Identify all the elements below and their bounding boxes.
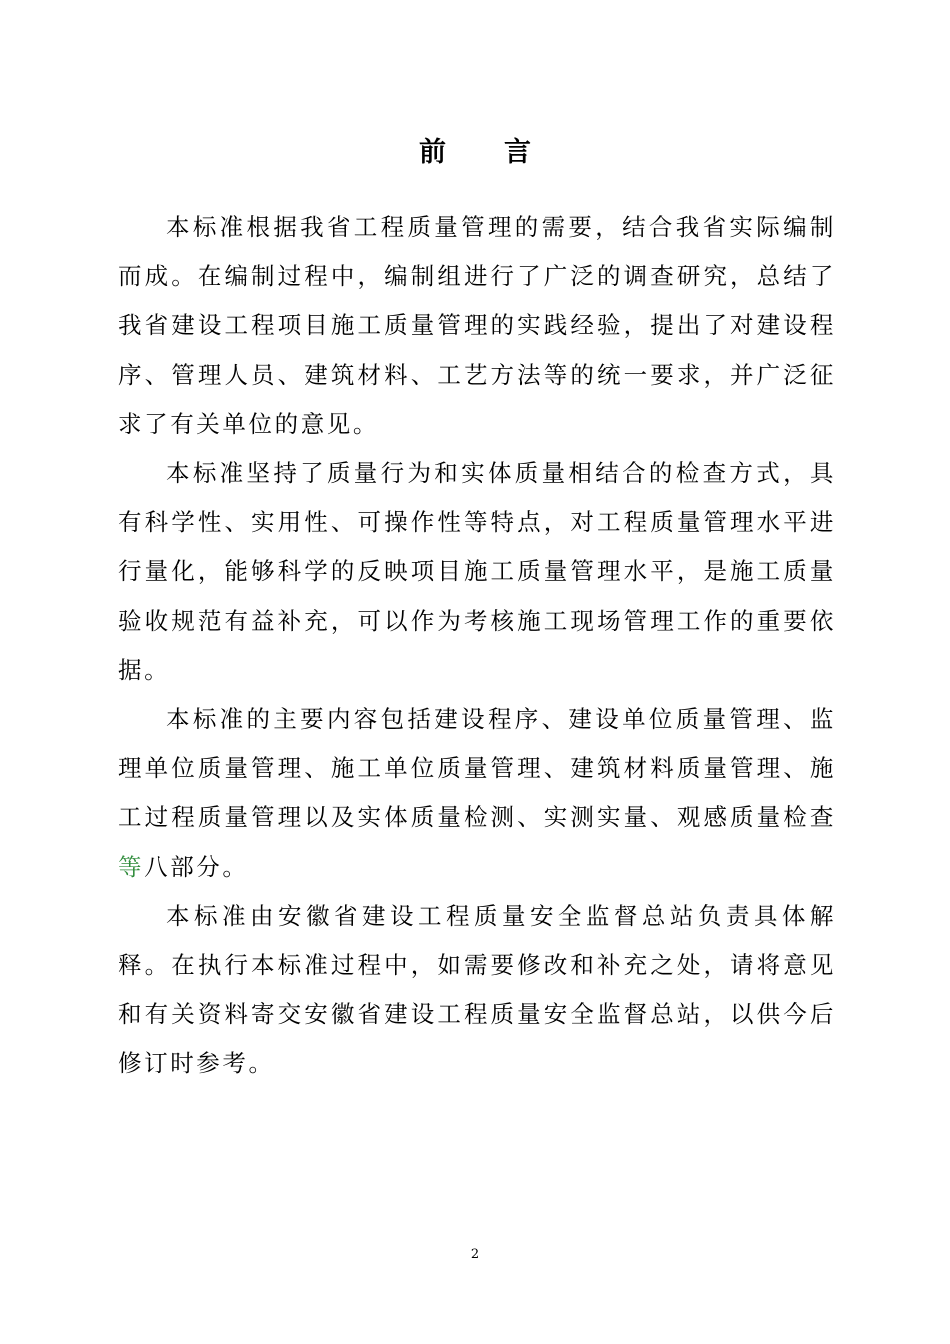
paragraph-1: 本标准根据我省工程质量管理的需要，结合我省实际编制而成。在编制过程中，编制组进行了广泛的调查研究，总结了我省建设工程项目施工质量管理的实践经验，提出了对建设程序、管理人员、建筑材料、工艺方法等的统一要求，并广泛征求了有关单位的意见。 (118, 213, 836, 438)
highlighted-word: 等 (118, 852, 145, 881)
page-title (0, 133, 950, 173)
paragraph-3 (118, 695, 836, 892)
title-char-1: 前 (419, 137, 446, 168)
paragraph-2: 本标准坚持了质量行为和实体质量相结合的检查方式，具有科学性、实用性、可操作性等特点，对工程质量管理水平进行量化，能够科学的反映项目施工质量管理水平，是施工质量验收规范有益补充，可以作为考核施工现场管理工作的重要依据。 (118, 459, 836, 684)
paragraph-3-text-end: 八部分。 (144, 852, 249, 881)
paragraph-4: 本标准由安徽省建设工程质量安全监督总站负责具体解释。在执行本标准过程中，如需要修改和补充之处，请将意见和有关资料寄交安徽省建设工程质量安全监督总站，以供今后修订时参考。 (118, 901, 836, 1078)
title-char-2: 言 (504, 137, 531, 168)
paragraph-3-text-start: 本标准的主要内容包括建设程序、建设单位质量管理、监理单位质量管理、施工单位质量管理、建筑材料质量管理、施工过程质量管理以及实体质量检测、实测实量、观感质量检查 (118, 705, 836, 832)
preface-body (118, 203, 836, 1089)
page-number: 2 (470, 1247, 480, 1262)
